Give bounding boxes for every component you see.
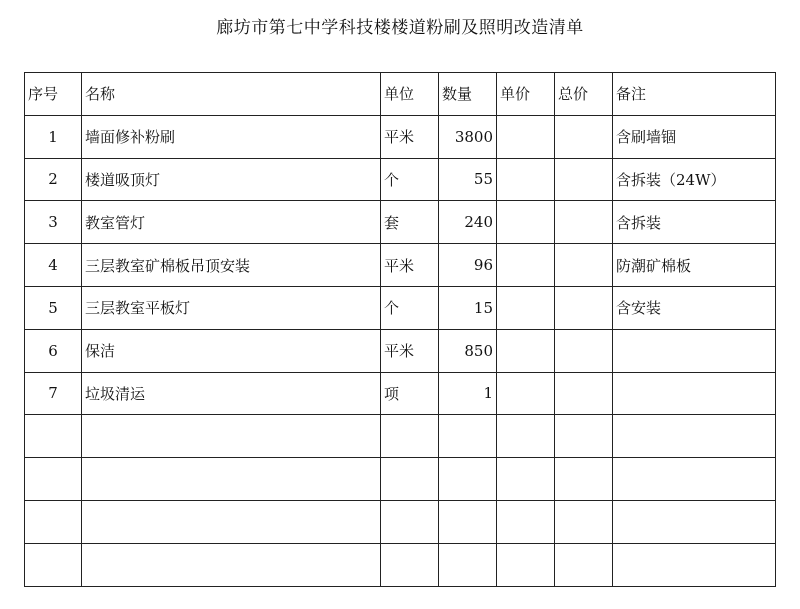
cell-unit [381, 543, 439, 586]
cell-qty: 240 [439, 201, 497, 244]
cell-seq [25, 458, 82, 501]
cell-total [555, 115, 613, 158]
table-row [25, 115, 776, 158]
cell-unit: 个 [381, 158, 439, 201]
document-title: 廊坊市第七中学科技楼楼道粉刷及照明改造清单 [216, 18, 584, 38]
cell-name [82, 415, 381, 458]
cell-qty [439, 458, 497, 501]
table-row [25, 458, 776, 501]
cell-seq: 5 [25, 286, 82, 329]
cell-remark: 含刷墙锢 [613, 115, 776, 158]
cell-name: 墙面修补粉刷 [82, 115, 381, 158]
cell-total [555, 500, 613, 543]
cell-qty: 3800 [439, 115, 497, 158]
cell-seq: 6 [25, 329, 82, 372]
cell-name: 楼道吸顶灯 [82, 158, 381, 201]
cell-qty [439, 500, 497, 543]
cell-unit: 个 [381, 286, 439, 329]
cell-seq: 3 [25, 201, 82, 244]
cell-total [555, 329, 613, 372]
cell-price [497, 458, 555, 501]
cell-unit [381, 458, 439, 501]
cell-price [497, 244, 555, 287]
cell-seq: 4 [25, 244, 82, 287]
cell-price [497, 329, 555, 372]
cell-total [555, 543, 613, 586]
cell-total [555, 286, 613, 329]
cell-remark [613, 500, 776, 543]
header-name: 名称 [82, 73, 381, 116]
cell-unit [381, 415, 439, 458]
cell-seq [25, 543, 82, 586]
cell-remark [613, 329, 776, 372]
cell-name [82, 458, 381, 501]
table-row [25, 500, 776, 543]
table-header-row [25, 73, 776, 116]
header-remark: 备注 [613, 73, 776, 116]
table-row [25, 329, 776, 372]
cell-qty: 850 [439, 329, 497, 372]
cell-price [497, 286, 555, 329]
table-row [25, 244, 776, 287]
cell-total [555, 372, 613, 415]
table-row [25, 415, 776, 458]
cell-seq: 7 [25, 372, 82, 415]
cell-unit: 平米 [381, 244, 439, 287]
cell-seq [25, 500, 82, 543]
cell-total [555, 158, 613, 201]
cell-name: 教室管灯 [82, 201, 381, 244]
cell-qty [439, 543, 497, 586]
cell-total [555, 201, 613, 244]
cell-seq: 1 [25, 115, 82, 158]
cell-unit: 项 [381, 372, 439, 415]
cell-unit [381, 500, 439, 543]
cell-remark: 含拆装（24W） [613, 158, 776, 201]
cell-qty: 96 [439, 244, 497, 287]
cell-total [555, 458, 613, 501]
cell-unit: 套 [381, 201, 439, 244]
table-row [25, 543, 776, 586]
cell-name: 垃圾清运 [82, 372, 381, 415]
cell-price [497, 543, 555, 586]
cell-remark: 含安装 [613, 286, 776, 329]
cell-name [82, 543, 381, 586]
cell-remark: 防潮矿棉板 [613, 244, 776, 287]
cell-remark [613, 543, 776, 586]
header-price: 单价 [497, 73, 555, 116]
cell-remark [613, 372, 776, 415]
cell-price [497, 115, 555, 158]
cell-total [555, 415, 613, 458]
table-row [25, 158, 776, 201]
cell-name [82, 500, 381, 543]
cell-name: 三层教室平板灯 [82, 286, 381, 329]
cell-remark [613, 415, 776, 458]
cell-unit: 平米 [381, 115, 439, 158]
cell-remark: 含拆装 [613, 201, 776, 244]
cell-price [497, 158, 555, 201]
cell-seq: 2 [25, 158, 82, 201]
cell-name: 保洁 [82, 329, 381, 372]
cell-total [555, 244, 613, 287]
cell-price [497, 201, 555, 244]
cell-qty: 1 [439, 372, 497, 415]
cell-qty: 15 [439, 286, 497, 329]
header-seq: 序号 [25, 73, 82, 116]
table-row [25, 201, 776, 244]
cell-seq [25, 415, 82, 458]
cell-qty: 55 [439, 158, 497, 201]
header-qty: 数量 [439, 73, 497, 116]
header-total: 总价 [555, 73, 613, 116]
cell-unit: 平米 [381, 329, 439, 372]
cell-remark [613, 458, 776, 501]
inventory-table [24, 72, 776, 587]
header-unit: 单位 [381, 73, 439, 116]
table-row [25, 286, 776, 329]
cell-price [497, 415, 555, 458]
cell-name: 三层教室矿棉板吊顶安装 [82, 244, 381, 287]
table-row [25, 372, 776, 415]
cell-qty [439, 415, 497, 458]
cell-price [497, 500, 555, 543]
cell-price [497, 372, 555, 415]
